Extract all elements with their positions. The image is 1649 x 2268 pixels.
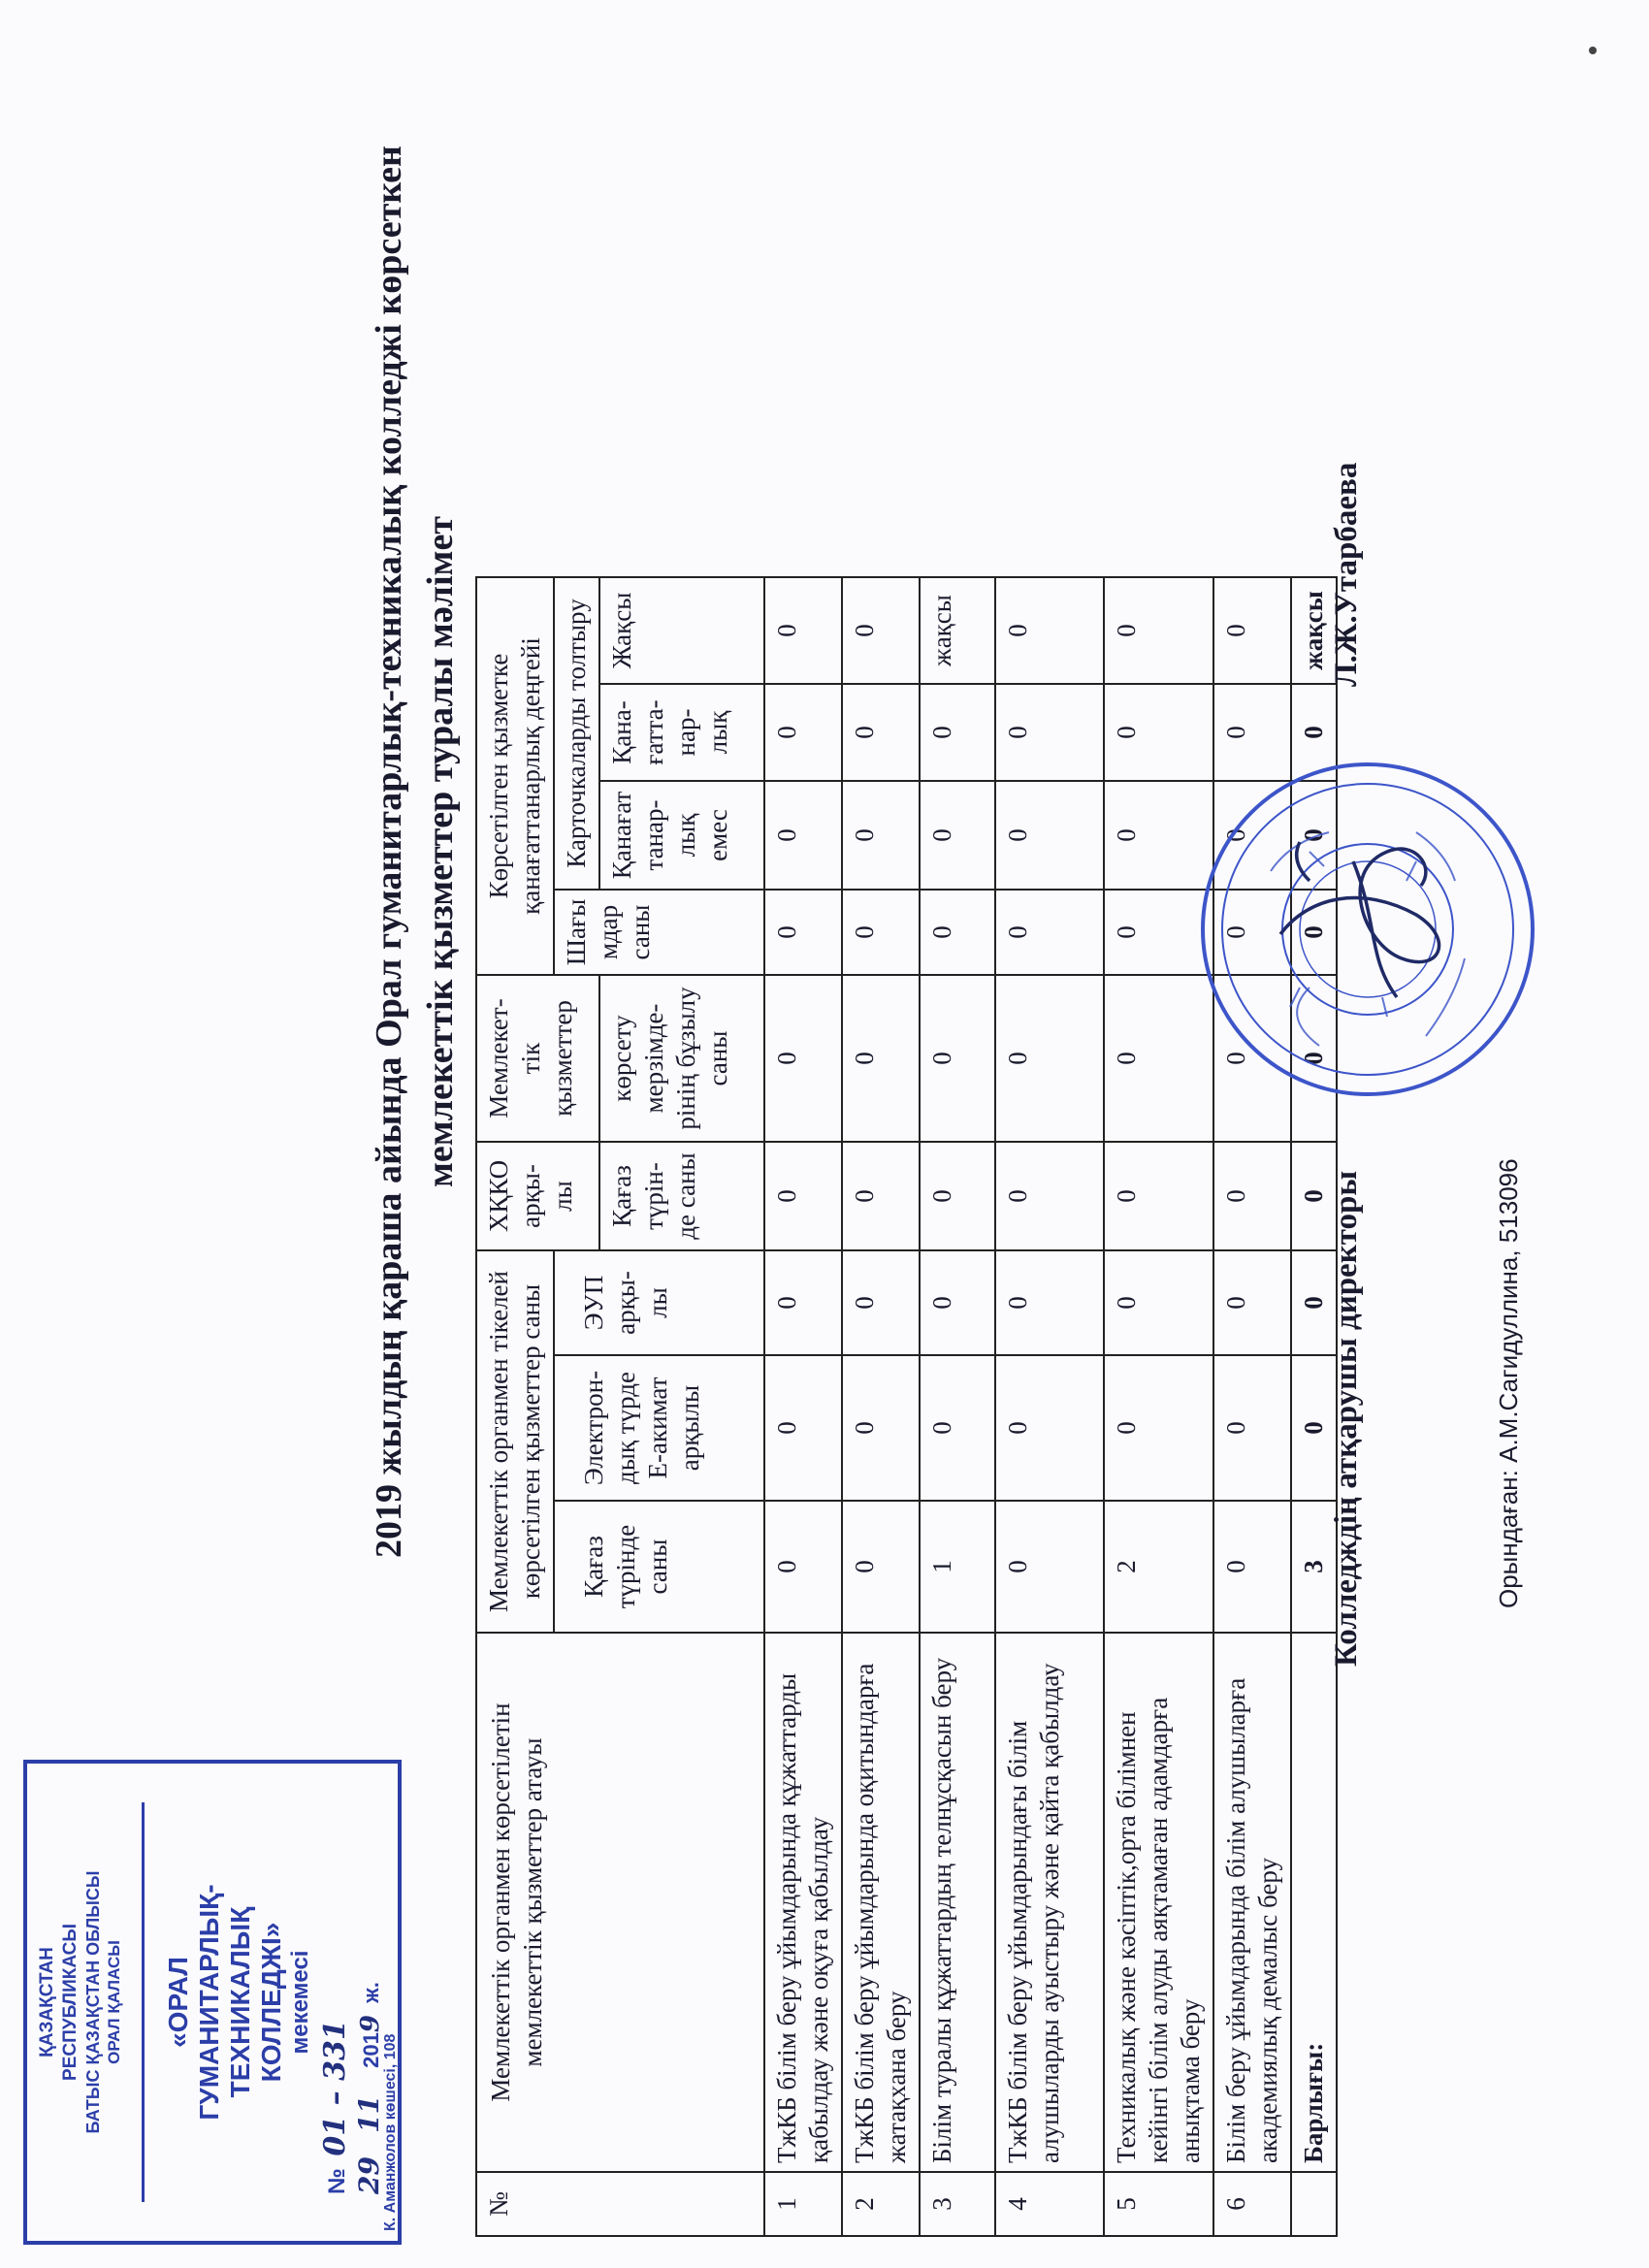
row-satisfied: 0 — [920, 684, 995, 781]
total-eup: 0 — [1291, 1250, 1337, 1355]
registration-stamp — [23, 1760, 402, 2245]
row-satisfied: 0 — [842, 684, 920, 781]
row-complaints: 0 — [1213, 890, 1291, 975]
row-complaints: 0 — [764, 890, 842, 975]
table-row — [842, 577, 920, 2236]
total-good: жақсы — [1291, 577, 1337, 684]
header-unsatisfied: Қанағат танар-лық емес — [599, 781, 764, 890]
stamp-divider — [142, 1802, 145, 2202]
row-hkko: 0 — [1213, 1142, 1291, 1250]
row-num: 1 — [764, 2172, 842, 2236]
row-satisfied: 0 — [995, 684, 1104, 781]
header-eup: ЭУП арқы-лы — [554, 1250, 764, 1355]
total-violation: 0 — [1291, 975, 1337, 1142]
header-satisfied: Қана-ғатта-нар-лық — [599, 684, 764, 781]
row-violation: 0 — [920, 975, 995, 1142]
row-service-name: Білім туралы құжаттардың телнұсқасын беру — [920, 1633, 995, 2172]
stamp-org-line2: ГУМАНИТАРЛЫҚ- — [194, 1884, 224, 2121]
row-complaints: 0 — [920, 890, 995, 975]
header-satisfaction-group: Көрсетілген қызметке қанағаттанарлық деңгейі — [476, 577, 554, 975]
stamp-org-line3: ТЕХНИКАЛЫҚ — [225, 1906, 255, 2098]
stamp-number-handwritten: 01 – 331 — [318, 2020, 352, 2156]
stamp-region: БАТЫС ҚАЗАҚСТАН ОБЛЫСЫ — [83, 1870, 103, 2134]
stamp-org-line5: мекемесі — [287, 1950, 313, 2055]
row-hkko: 0 — [842, 1142, 920, 1250]
row-good: 0 — [764, 577, 842, 684]
header-hkko-paper: Қағаз түрін-де саны — [599, 1142, 764, 1250]
stamp-org-line4: КОЛЛЕДЖІ» — [256, 1922, 286, 2083]
row-paper: 0 — [1213, 1501, 1291, 1633]
row-hkko: 0 — [920, 1142, 995, 1250]
header-paper: Қағаз түрінде саны — [554, 1501, 764, 1633]
row-hkko: 0 — [995, 1142, 1104, 1250]
row-eup: 0 — [920, 1250, 995, 1355]
header-direct-group: Мемлекеттік органмен тікелей көрсетілген қызметтер саны — [476, 1250, 554, 1633]
row-eup: 0 — [764, 1250, 842, 1355]
row-unsatisfied: 0 — [1104, 781, 1213, 890]
total-satisfied: 0 — [1291, 684, 1337, 781]
row-num: 4 — [995, 2172, 1104, 2236]
row-eup: 0 — [842, 1250, 920, 1355]
stamp-date-month: 11 — [353, 2094, 385, 2133]
row-electronic: 0 — [995, 1355, 1104, 1501]
document-title-line1: 2019 жылдың қараша айында Орал гуманитарлық-техникалық колледжі көрсеткен — [369, 146, 409, 1558]
header-hkko-group: ХҚКО арқы-лы — [476, 1142, 599, 1250]
header-good: Жақсы — [599, 577, 764, 684]
total-unsatisfied: 0 — [1291, 781, 1337, 890]
stamp-country: ҚАЗАҚСТАН — [37, 1947, 57, 2057]
stamp-date — [353, 1982, 385, 2194]
scan-speck — [1589, 47, 1597, 54]
row-good: 0 — [1213, 577, 1291, 684]
row-satisfied: 0 — [1104, 684, 1213, 781]
document-title-line2: мемлекеттік қызметтер туралы мәлімет — [420, 516, 461, 1187]
row-eup: 0 — [1104, 1250, 1213, 1355]
row-hkko: 0 — [1104, 1142, 1213, 1250]
row-violation: 0 — [764, 975, 842, 1142]
college-seal — [1193, 755, 1542, 1104]
row-paper: 0 — [842, 1501, 920, 1633]
total-complaints: 0 — [1291, 890, 1337, 975]
row-service-name: ТжКБ білім беру ұйымдарындағы білім алушыларды ауыстыру және қайта қабылдау — [995, 1633, 1104, 2172]
stamp-date-suffix: ж. — [359, 1982, 383, 2003]
row-satisfied: 0 — [1213, 684, 1291, 781]
stamp-date-year-prefix: 201 — [359, 2032, 383, 2068]
row-electronic: 0 — [1104, 1355, 1213, 1501]
header-cards-group: Карточкаларды толтыру — [554, 577, 599, 890]
row-paper: 1 — [920, 1501, 995, 1633]
header-violation: көрсету мерзімде-рінің бұзылу саны — [599, 975, 764, 1142]
total-hkko: 0 — [1291, 1142, 1337, 1250]
row-service-name: Білім беру ұйымдарында білім алушыларға академиялық демалыс беру — [1213, 1633, 1291, 2172]
row-good: 0 — [1104, 577, 1213, 684]
row-num: 5 — [1104, 2172, 1213, 2236]
signer-name: Л.Ж.Утарбаева — [1329, 462, 1364, 687]
table-row — [995, 577, 1104, 2236]
row-electronic: 0 — [764, 1355, 842, 1501]
row-hkko: 0 — [764, 1142, 842, 1250]
row-unsatisfied: 0 — [842, 781, 920, 890]
row-good: жақсы — [920, 577, 995, 684]
row-complaints: 0 — [842, 890, 920, 975]
stamp-date-day: 29 — [353, 2156, 385, 2194]
row-violation: 0 — [1213, 975, 1291, 1142]
row-violation: 0 — [842, 975, 920, 1142]
row-paper: 0 — [764, 1501, 842, 1633]
row-unsatisfied: 0 — [995, 781, 1104, 890]
row-paper: 2 — [1104, 1501, 1213, 1633]
row-unsatisfied: 0 — [764, 781, 842, 890]
stamp-number-prefix: № — [324, 2168, 350, 2194]
row-electronic: 0 — [1213, 1355, 1291, 1501]
row-complaints: 0 — [995, 890, 1104, 975]
header-num: № — [476, 2172, 764, 2236]
row-violation: 0 — [995, 975, 1104, 1142]
row-num: 2 — [842, 2172, 920, 2236]
row-complaints: 0 — [1104, 890, 1213, 975]
row-service-name: Техникалық және кәсіптік,орта білімнен кейінгі білім алуды аяқтамаған адамдарға анықтама беру — [1104, 1633, 1213, 2172]
header-electronic: Электрон-дық түрде Е-акимат арқылы — [554, 1355, 764, 1501]
row-satisfied: 0 — [764, 684, 842, 781]
executor-note: Орындаған: А.М.Сагидуллина, 513096 — [1494, 1158, 1523, 1608]
row-eup: 0 — [995, 1250, 1104, 1355]
row-num: 3 — [920, 2172, 995, 2236]
header-row-1 — [476, 577, 554, 2236]
stamp-city: ОРАЛ ҚАЛАСЫ — [105, 1940, 123, 2064]
total-electronic: 0 — [1291, 1355, 1337, 1501]
signer-title: Колледждің атқарушы директоры — [1329, 1170, 1364, 1667]
row-good: 0 — [995, 577, 1104, 684]
row-num: 6 — [1213, 2172, 1291, 2236]
row-violation: 0 — [1104, 975, 1213, 1142]
total-paper: 3 — [1291, 1501, 1337, 1633]
stamp-org-line1: «ОРАЛ — [163, 1957, 193, 2048]
row-good: 0 — [842, 577, 920, 684]
row-unsatisfied: 0 — [1213, 781, 1291, 890]
row-unsatisfied: 0 — [920, 781, 995, 890]
table-row — [764, 577, 842, 2236]
total-num — [1291, 2172, 1337, 2236]
row-service-name: ТжКБ білім беру ұйымдарында құжаттарды қабылдау және оқуға қабылдау — [764, 1633, 842, 2172]
stamp-date-year-suffix: 9 — [356, 2015, 385, 2033]
row-electronic: 0 — [920, 1355, 995, 1501]
row-electronic: 0 — [842, 1355, 920, 1501]
stamp-republic: РЕСПУБЛИКАСЫ — [60, 1924, 81, 2081]
header-violation-group: Мемлекет-тік қызметтер — [476, 975, 599, 1142]
stamp-number — [318, 2020, 352, 2194]
header-complaints: Шағы мдар саны — [554, 890, 764, 975]
row-service-name: ТжКБ білім беру ұйымдарында оқитындарға жатақхана беру — [842, 1633, 920, 2172]
header-service-name: Мемлекеттік органмен көрсетілетін мемлекеттік қызметтер атауы — [476, 1633, 764, 2172]
row-paper: 0 — [995, 1501, 1104, 1633]
total-label: Барлығы: — [1291, 1633, 1337, 2172]
stamp-address: К. Аманжолов көшесі, 108 — [382, 2033, 399, 2231]
table-row — [920, 577, 995, 2236]
row-eup: 0 — [1213, 1250, 1291, 1355]
